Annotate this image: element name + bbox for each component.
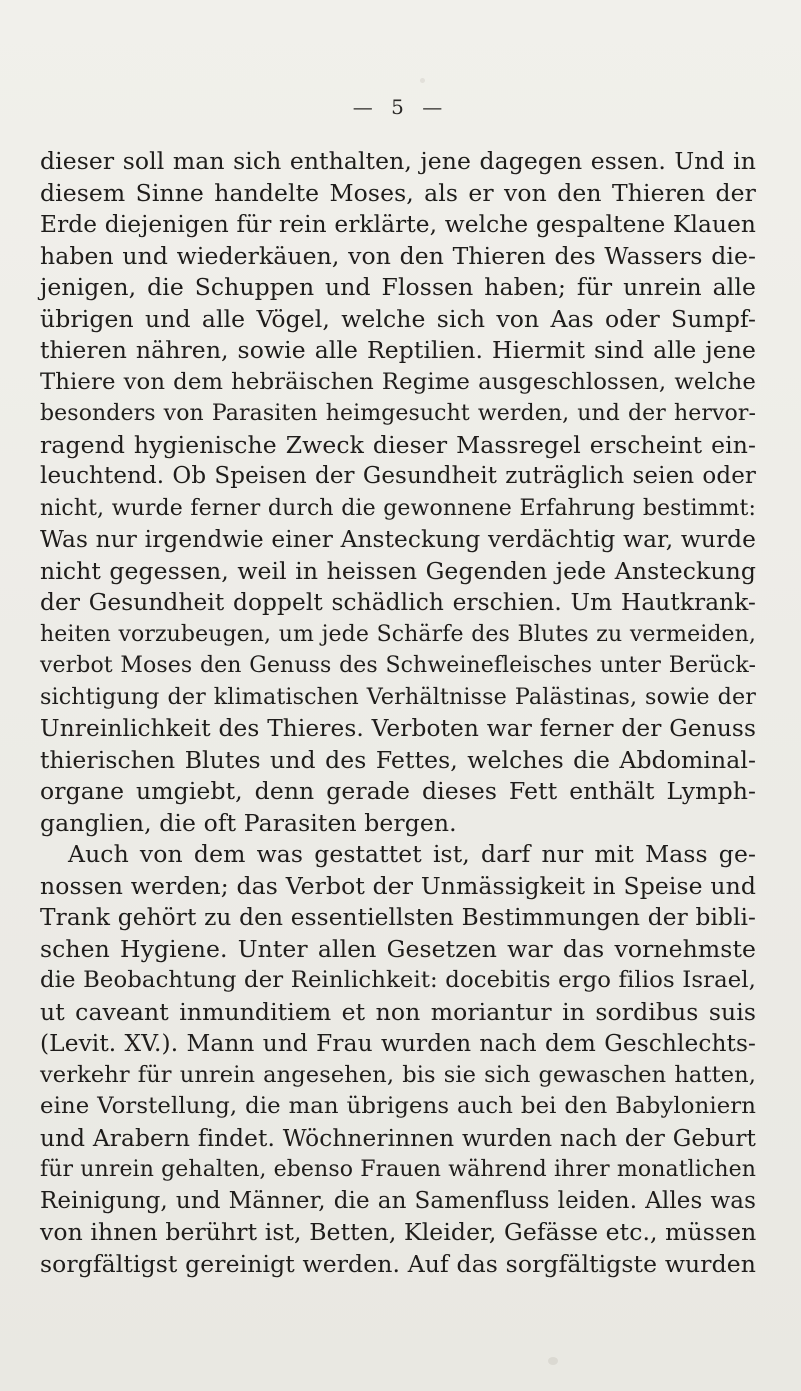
- text-line: schen Hygiene. Unter allen Gesetzen war das vornehmste: [40, 935, 756, 963]
- text-line: Thiere von dem hebräischen Regime ausgeschlossen, welche: [40, 369, 756, 395]
- text-line: sichtigung der klimatischen Verhältnisse Palästinas, sowie der: [40, 684, 756, 710]
- text-line: ut caveant inmunditiem et non moriantur in sordibus suis: [40, 998, 756, 1026]
- text-line: Trank gehört zu den essentiellsten Bestimmungen der bibli-: [40, 904, 756, 931]
- text-line: verkehr für unrein angesehen, bis sie sich gewaschen hatten,: [40, 1062, 756, 1088]
- text-line: und Arabern findet. Wöchnerinnen wurden nach der Geburt: [40, 1125, 756, 1152]
- text-line: (Levit. XV.). Mann und Frau wurden nach dem Geschlechts-: [40, 1030, 756, 1057]
- text-line: haben und wiederkäuen, von den Thieren des Wassers die-: [40, 242, 756, 270]
- text-line: diesem Sinne handelte Moses, als er von den Thieren der: [40, 179, 756, 207]
- text-line: thieren nähren, sowie alle Reptilien. Hiermit sind alle jene: [40, 336, 756, 364]
- text-line: ragend hygienische Zweck dieser Massregel erscheint ein-: [40, 431, 756, 459]
- paper-stain: [548, 1357, 558, 1365]
- text-line: heiten vorzubeugen, um jede Schärfe des Blutes zu vermeiden,: [40, 622, 756, 647]
- text-line: der Gesundheit doppelt schädlich erschien. Um Hautkrank-: [40, 589, 756, 616]
- text-line: Erde diejenigen für rein erklärte, welche gespaltene Klauen: [40, 211, 756, 238]
- page-number: — 5 —: [352, 95, 449, 119]
- text-line: sorgfältigst gereinigt werden. Auf das sorgfältigste wurden: [40, 1250, 756, 1278]
- text-line: nicht, wurde ferner durch die gewonnene Erfahrung bestimmt:: [40, 496, 756, 521]
- text-line: Reinigung, und Männer, die an Samenfluss leiden. Alles was: [40, 1188, 756, 1214]
- text-line: die Beobachtung der Reinlichkeit: docebitis ergo filios Israel,: [40, 967, 756, 993]
- text-line: thierischen Blutes und des Fettes, welches die Abdominal-: [40, 746, 756, 774]
- text-line: von ihnen berührt ist, Betten, Kleider, Gefässe etc., müssen: [40, 1218, 757, 1246]
- text-line: nossen werden; das Verbot der Unmässigkeit in Speise und: [40, 872, 756, 900]
- text-line: eine Vorstellung, die man übrigens auch bei den Babyloniern: [40, 1093, 756, 1119]
- text-line: besonders von Parasiten heimgesucht werden, und der hervor-: [40, 401, 756, 426]
- text-line: leuchtend. Ob Speisen der Gesundheit zuträglich seien oder: [40, 463, 756, 489]
- text-line: nicht gegessen, weil in heissen Gegenden jede Ansteckung: [40, 557, 756, 585]
- paper-stain: [420, 78, 425, 83]
- text-line: Was nur irgendwie einer Ansteckung verdächtig war, wurde: [40, 526, 756, 553]
- text-line: Auch von dem was gestattet ist, darf nur mit Mass ge-: [68, 840, 756, 868]
- text-line: übrigen und alle Vögel, welche sich von Aas oder Sumpf-: [40, 305, 756, 333]
- text-line: Unreinlichkeit des Thieres. Verboten war ferner der Genuss: [40, 715, 756, 742]
- text-line: verbot Moses den Genuss des Schweinefleisches unter Berück-: [40, 653, 756, 678]
- text-line: jenigen, die Schuppen und Flossen haben; für unrein alle: [40, 273, 756, 301]
- text-line: dieser soll man sich enthalten, jene dagegen essen. Und in: [40, 147, 756, 175]
- text-line: für unrein gehalten, ebenso Frauen während ihrer monatlichen: [40, 1157, 756, 1182]
- text-line: organe umgiebt, denn gerade dieses Fett enthält Lymph-: [40, 777, 756, 805]
- text-line: ganglien, die oft Parasiten bergen.: [40, 809, 457, 837]
